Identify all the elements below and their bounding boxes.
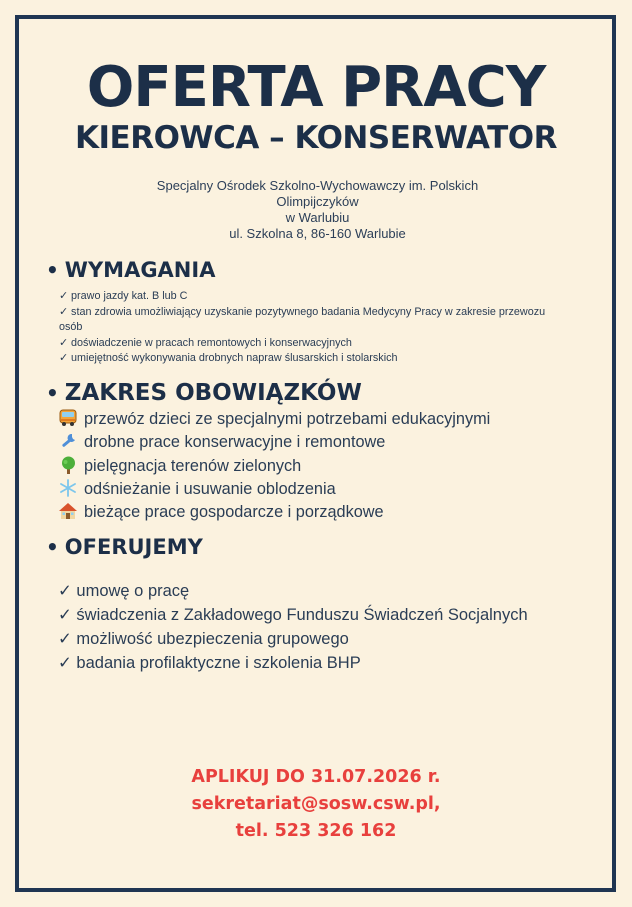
list-item: ✓ prawo jazdy kat. B lub C xyxy=(59,290,188,302)
contact-phone[interactable]: tel. 523 326 162 xyxy=(235,821,397,841)
bullet-dot: • xyxy=(46,258,59,282)
bullet-dot: • xyxy=(46,381,59,405)
contact-email[interactable]: sekretariat@sosw.csw.pl, xyxy=(191,794,441,814)
duty-text: odśnieżanie i usuwanie oblodzenia xyxy=(84,479,336,498)
duty-text: przewóz dzieci ze specjalnymi potrzebami edukacyjnymi xyxy=(84,410,491,428)
duty-text: drobne prace konserwacyjne i remontowe xyxy=(84,433,386,452)
duty-text: bieżące prace gospodarcze i porządkowe xyxy=(84,503,384,522)
offer-list xyxy=(58,579,558,675)
list-item: ✓ umiejętność wykonywania drobnych napraw ślusarskich i stolarskich xyxy=(59,352,398,364)
institution-line: Olimpijczyków xyxy=(276,194,359,209)
bullet-dot: • xyxy=(46,535,59,559)
list-item: ✓ możliwość ubezpieczenia grupowego xyxy=(58,630,349,648)
duties-list xyxy=(58,408,598,524)
list-item xyxy=(58,408,598,431)
institution-line: w Warlubiu xyxy=(285,210,350,225)
requirements-heading-text: WYMAGANIA xyxy=(64,258,216,282)
page-title: OFERTA PRACY xyxy=(86,55,546,120)
institution-address xyxy=(120,178,515,242)
duty-text: pielęgnacja terenów zielonych xyxy=(84,456,302,475)
apply-deadline: APLIKUJ DO 31.07.2026 r. xyxy=(191,767,441,787)
offer-heading-text: OFERUJEMY xyxy=(64,535,203,559)
list-item: ✓ doświadczenie w pracach remontowych i konserwacyjnych xyxy=(59,336,352,349)
wrench-icon xyxy=(58,432,78,450)
snowflake-icon xyxy=(58,479,78,497)
offer-heading xyxy=(46,533,203,561)
house-icon xyxy=(58,502,78,520)
institution-line: Specjalny Ośrodek Szkolno-Wychowawczy im. Polskich xyxy=(156,178,479,193)
list-item: ✓ świadczenia z Zakładowego Funduszu Świadczeń Socjalnych xyxy=(58,606,528,624)
list-item xyxy=(58,431,598,454)
list-item xyxy=(58,478,598,501)
institution-line: ul. Szkolna 8, 86-160 Warlubie xyxy=(229,226,406,241)
requirements-heading xyxy=(46,256,215,284)
list-item: ✓ umowę o pracę xyxy=(58,582,190,600)
duties-heading-text: ZAKRES OBOWIĄZKÓW xyxy=(64,380,362,406)
list-item: ✓ stan zdrowia umożliwiający uzyskanie pozytywnego badania Medycyny Pracy w zakresie przewozu osób xyxy=(59,305,546,333)
duties-heading xyxy=(46,379,362,407)
job-title: KIEROWCA – KONSERWATOR xyxy=(74,120,558,156)
list-item xyxy=(58,501,598,524)
tree-icon xyxy=(58,456,78,474)
list-item xyxy=(58,455,598,478)
bus-icon xyxy=(58,409,78,427)
requirements-list xyxy=(59,289,559,367)
list-item: ✓ badania profilaktyczne i szkolenia BHP xyxy=(58,654,361,672)
